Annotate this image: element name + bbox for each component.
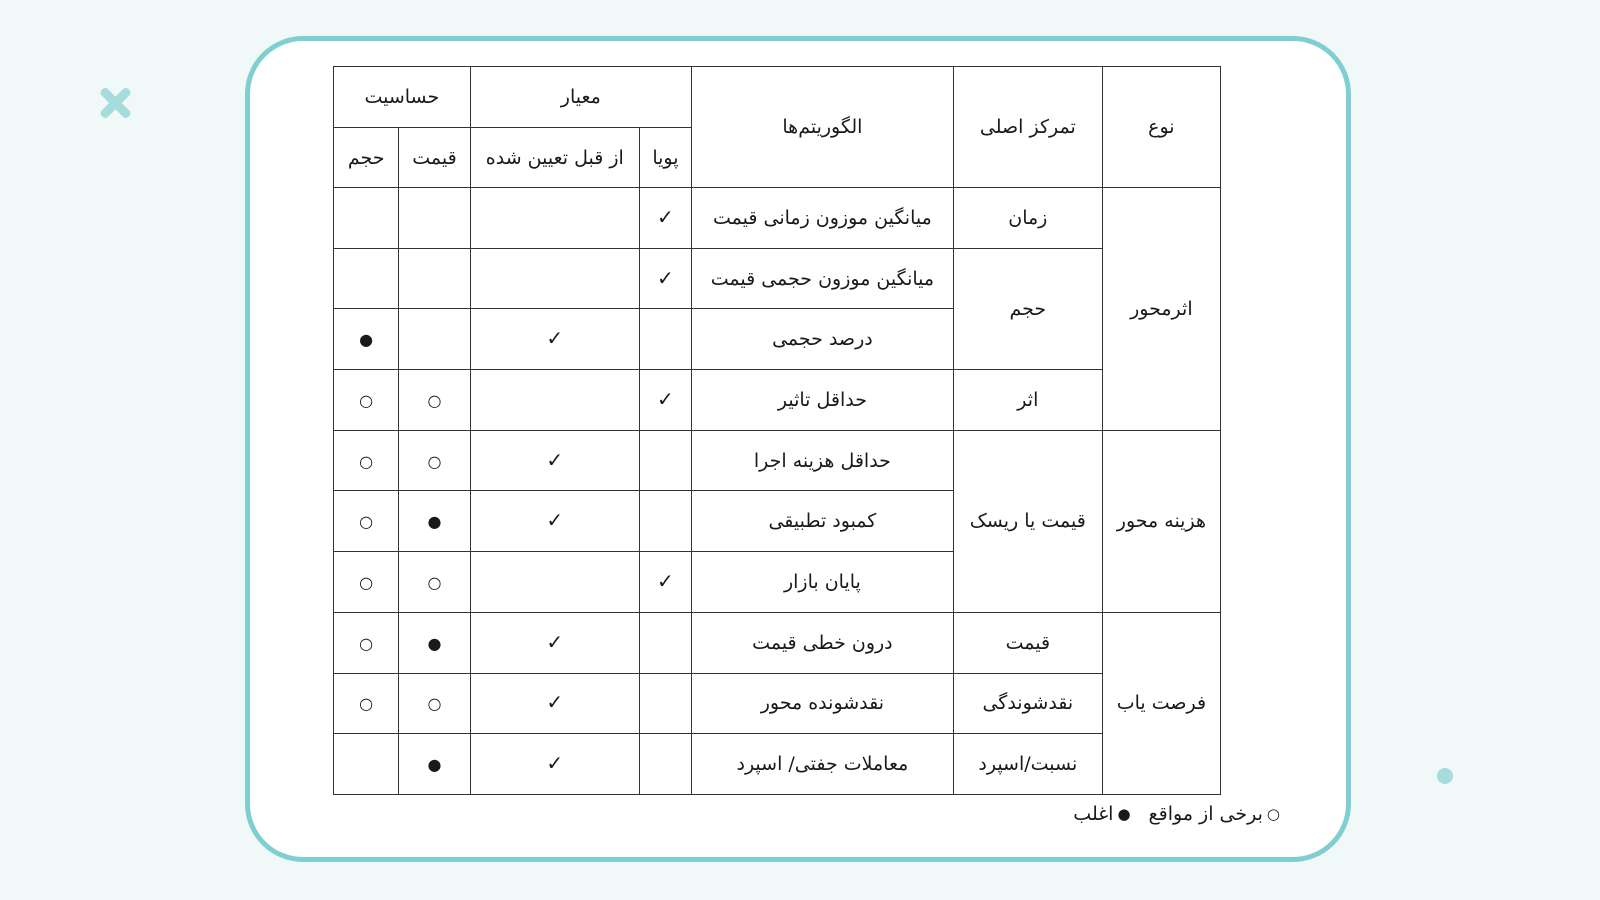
header-type: نوع — [1102, 67, 1220, 188]
dynamic-mark — [639, 612, 691, 673]
dynamic-mark: ✓ — [639, 188, 691, 249]
table-row — [334, 673, 1221, 734]
volume-mark: ○ — [334, 370, 399, 431]
price-mark: ○ — [399, 552, 470, 613]
dynamic-mark: ✓ — [639, 370, 691, 431]
header-criterion: معیار — [470, 67, 691, 128]
predetermined-mark: ✓ — [470, 430, 639, 491]
predetermined-mark: ✓ — [470, 491, 639, 552]
volume-mark: ○ — [334, 491, 399, 552]
dot-decoration-icon — [1437, 768, 1453, 784]
predetermined-mark — [470, 188, 639, 249]
group-opportunity: فرصت یاب — [1102, 612, 1220, 794]
price-mark: ● — [399, 612, 470, 673]
legend — [1040, 802, 1280, 825]
predetermined-mark: ✓ — [470, 734, 639, 795]
predetermined-mark — [470, 370, 639, 431]
price-mark: ● — [399, 491, 470, 552]
group-cost: هزینه محور — [1102, 430, 1220, 612]
algorithm-cell: پایان بازار — [691, 552, 953, 613]
header-sensitivity: حساسیت — [334, 67, 471, 128]
dynamic-mark — [639, 734, 691, 795]
group-impact: اثرمحور — [1102, 188, 1220, 431]
price-mark — [399, 188, 470, 249]
algorithm-cell: میانگین موزون زمانی قیمت — [691, 188, 953, 249]
header-dynamic: پویا — [639, 128, 691, 188]
volume-mark — [334, 188, 399, 249]
volume-mark: ● — [334, 309, 399, 370]
algorithm-cell: نقدشونده محور — [691, 673, 953, 734]
focus-price: قیمت — [953, 612, 1102, 673]
price-mark — [399, 248, 470, 309]
predetermined-mark — [470, 248, 639, 309]
algorithm-cell: معاملات جفتی/ اسپرد — [691, 734, 953, 795]
algorithm-cell: درون خطی قیمت — [691, 612, 953, 673]
table-row — [334, 370, 1221, 431]
table-row — [334, 188, 1221, 249]
legend-filled-label: اغلب — [1073, 802, 1114, 825]
price-mark: ● — [399, 734, 470, 795]
volume-mark: ○ — [334, 430, 399, 491]
volume-mark — [334, 248, 399, 309]
focus-volume: حجم — [953, 248, 1102, 369]
table-row — [334, 430, 1221, 491]
predetermined-mark: ✓ — [470, 612, 639, 673]
volume-mark: ○ — [334, 673, 399, 734]
header-volume: حجم — [334, 128, 399, 188]
dynamic-mark — [639, 309, 691, 370]
header-row — [334, 67, 1221, 128]
focus-ratio-spread: نسبت/اسپرد — [953, 734, 1102, 795]
focus-time: زمان — [953, 188, 1102, 249]
predetermined-mark: ✓ — [470, 673, 639, 734]
algorithm-cell: حداقل تاثیر — [691, 370, 953, 431]
focus-impact: اثر — [953, 370, 1102, 431]
volume-mark: ○ — [334, 552, 399, 613]
volume-mark: ○ — [334, 612, 399, 673]
dynamic-mark — [639, 491, 691, 552]
focus-liquidity: نقدشوندگی — [953, 673, 1102, 734]
dynamic-mark — [639, 673, 691, 734]
dynamic-mark: ✓ — [639, 248, 691, 309]
header-algorithms: الگوریتم‌ها — [691, 67, 953, 188]
table-row — [334, 734, 1221, 795]
dynamic-mark: ✓ — [639, 552, 691, 613]
close-x-decoration-icon — [96, 84, 134, 122]
predetermined-mark: ✓ — [470, 309, 639, 370]
algorithm-cell: کمبود تطبیقی — [691, 491, 953, 552]
header-predetermined: از قبل تعیین شده — [470, 128, 639, 188]
table-row — [334, 612, 1221, 673]
filled-circle-icon: ● — [1117, 804, 1131, 823]
dynamic-mark — [639, 430, 691, 491]
algorithm-cell: حداقل هزینه اجرا — [691, 430, 953, 491]
legend-hollow-label: برخی از مواقع — [1148, 802, 1263, 825]
hollow-circle-icon: ○ — [1266, 804, 1280, 823]
volume-mark — [334, 734, 399, 795]
algorithm-cell: درصد حجمی — [691, 309, 953, 370]
focus-price-or-risk: قیمت یا ریسک — [953, 430, 1102, 612]
algorithm-cell: میانگین موزون حجمی قیمت — [691, 248, 953, 309]
table-row — [334, 248, 1221, 309]
algorithm-table — [333, 66, 1221, 795]
predetermined-mark — [470, 552, 639, 613]
price-mark: ○ — [399, 673, 470, 734]
header-price: قیمت — [399, 128, 470, 188]
header-focus: تمرکز اصلی — [953, 67, 1102, 188]
price-mark: ○ — [399, 430, 470, 491]
price-mark — [399, 309, 470, 370]
price-mark: ○ — [399, 370, 470, 431]
